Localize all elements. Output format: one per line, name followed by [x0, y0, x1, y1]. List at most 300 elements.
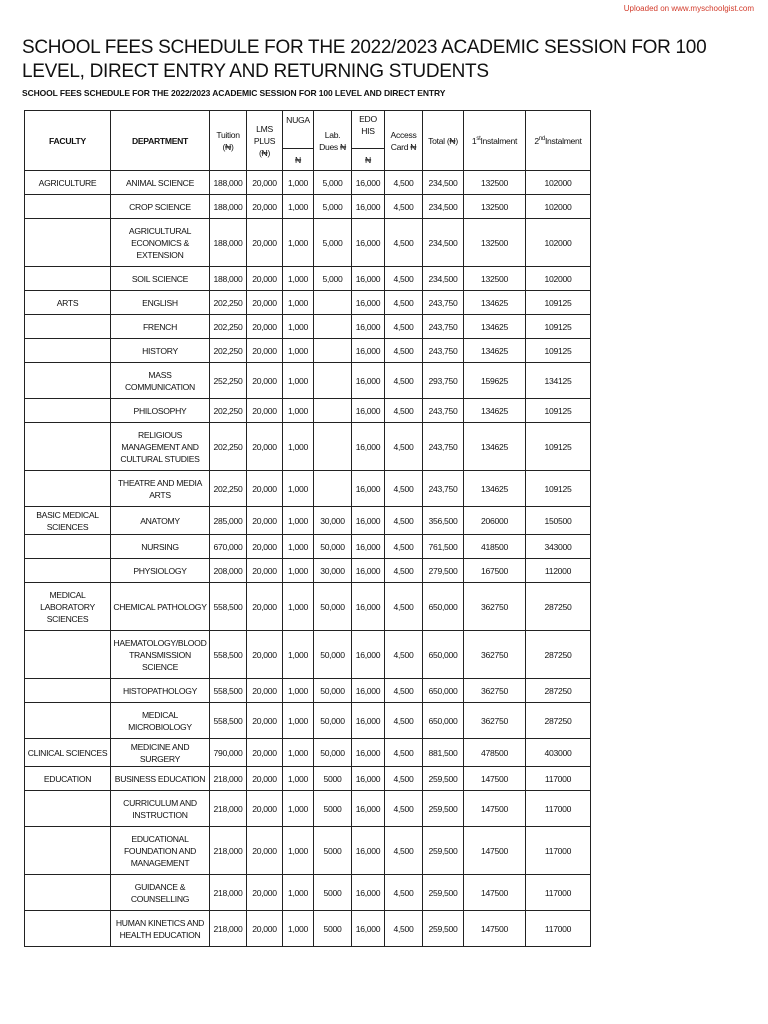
tuition-cell: 218,000 [210, 827, 247, 875]
table-row [25, 471, 591, 507]
fees-table-body [25, 171, 591, 947]
watermark: Uploaded on www.myschoolgist.com [623, 4, 754, 13]
faculty-cell: BASIC MEDICAL SCIENCES [25, 507, 111, 535]
table-row [25, 631, 591, 679]
total-cell: 234,500 [423, 267, 464, 291]
lms-plus-cell: 20,000 [247, 559, 283, 583]
access-card-cell: 4,500 [385, 827, 423, 875]
header-edo-unit: ₦ [352, 149, 385, 171]
first-instalment-cell: 147500 [464, 767, 526, 791]
access-card-cell: 4,500 [385, 911, 423, 947]
total-cell: 650,000 [423, 703, 464, 739]
tuition-cell: 202,250 [210, 339, 247, 363]
lab-dues-cell: 50,000 [314, 583, 352, 631]
nuga-cell: 1,000 [283, 399, 314, 423]
second-instalment-cell: 102000 [526, 171, 591, 195]
access-card-cell: 4,500 [385, 171, 423, 195]
header-faculty: FACULTY [25, 111, 111, 171]
header-nuga-unit: ₦ [283, 149, 314, 171]
tuition-cell: 202,250 [210, 315, 247, 339]
department-cell: AGRICULTURAL ECONOMICS & EXTENSION [111, 219, 210, 267]
edo-his-cell: 16,000 [352, 171, 385, 195]
lms-plus-cell: 20,000 [247, 535, 283, 559]
access-card-cell: 4,500 [385, 507, 423, 535]
access-card-cell: 4,500 [385, 471, 423, 507]
edo-his-cell: 16,000 [352, 219, 385, 267]
second-instalment-cell: 109125 [526, 423, 591, 471]
total-cell: 234,500 [423, 195, 464, 219]
first-instalment-cell: 147500 [464, 827, 526, 875]
faculty-cell [25, 219, 111, 267]
lms-plus-cell: 20,000 [247, 399, 283, 423]
lms-plus-cell: 20,000 [247, 363, 283, 399]
second-instalment-cell: 109125 [526, 291, 591, 315]
access-card-cell: 4,500 [385, 219, 423, 267]
table-row [25, 219, 591, 267]
lms-plus-cell: 20,000 [247, 679, 283, 703]
first-instalment-cell: 362750 [464, 583, 526, 631]
tuition-cell: 202,250 [210, 423, 247, 471]
faculty-cell [25, 679, 111, 703]
lab-dues-cell: 50,000 [314, 535, 352, 559]
tuition-cell: 285,000 [210, 507, 247, 535]
header-lab-dues: Lab. Dues ₦ [314, 111, 352, 171]
second-instalment-cell: 287250 [526, 583, 591, 631]
access-card-cell: 4,500 [385, 315, 423, 339]
lms-plus-cell: 20,000 [247, 875, 283, 911]
lms-plus-cell: 20,000 [247, 703, 283, 739]
nuga-cell: 1,000 [283, 739, 314, 767]
total-cell: 279,500 [423, 559, 464, 583]
edo-his-cell: 16,000 [352, 315, 385, 339]
access-card-cell: 4,500 [385, 739, 423, 767]
lab-dues-cell: 5,000 [314, 267, 352, 291]
tuition-cell: 218,000 [210, 911, 247, 947]
header-nuga: NUGA [283, 111, 314, 149]
access-card-cell: 4,500 [385, 583, 423, 631]
total-cell: 293,750 [423, 363, 464, 399]
faculty-cell: ARTS [25, 291, 111, 315]
table-row [25, 827, 591, 875]
total-cell: 356,500 [423, 507, 464, 535]
table-row [25, 267, 591, 291]
total-cell: 259,500 [423, 791, 464, 827]
table-row [25, 423, 591, 471]
access-card-cell: 4,500 [385, 875, 423, 911]
edo-his-cell: 16,000 [352, 631, 385, 679]
table-row [25, 195, 591, 219]
department-cell: ENGLISH [111, 291, 210, 315]
department-cell: CHEMICAL PATHOLOGY [111, 583, 210, 631]
total-cell: 243,750 [423, 315, 464, 339]
table-row [25, 679, 591, 703]
lab-dues-cell: 5000 [314, 827, 352, 875]
lms-plus-cell: 20,000 [247, 339, 283, 363]
second-instalment-cell: 109125 [526, 399, 591, 423]
total-cell: 761,500 [423, 535, 464, 559]
access-card-cell: 4,500 [385, 535, 423, 559]
edo-his-cell: 16,000 [352, 399, 385, 423]
tuition-cell: 202,250 [210, 291, 247, 315]
total-cell: 259,500 [423, 827, 464, 875]
department-cell: MASS COMMUNICATION [111, 363, 210, 399]
nuga-cell: 1,000 [283, 559, 314, 583]
department-cell: THEATRE AND MEDIA ARTS [111, 471, 210, 507]
table-row [25, 339, 591, 363]
lab-dues-cell [314, 363, 352, 399]
department-cell: ANATOMY [111, 507, 210, 535]
table-row [25, 703, 591, 739]
second-instalment-cell: 117000 [526, 911, 591, 947]
tuition-cell: 188,000 [210, 171, 247, 195]
nuga-cell: 1,000 [283, 767, 314, 791]
nuga-cell: 1,000 [283, 339, 314, 363]
nuga-cell: 1,000 [283, 363, 314, 399]
nuga-cell: 1,000 [283, 583, 314, 631]
table-row [25, 507, 591, 535]
faculty-cell: MEDICAL LABORATORY SCIENCES [25, 583, 111, 631]
lab-dues-cell [314, 423, 352, 471]
table-row [25, 875, 591, 911]
first-instalment-cell: 362750 [464, 631, 526, 679]
edo-his-cell: 16,000 [352, 703, 385, 739]
table-row [25, 911, 591, 947]
department-cell: PHILOSOPHY [111, 399, 210, 423]
lab-dues-cell: 50,000 [314, 679, 352, 703]
nuga-cell: 1,000 [283, 423, 314, 471]
total-cell: 243,750 [423, 423, 464, 471]
department-cell: MEDICINE AND SURGERY [111, 739, 210, 767]
second-instalment-cell: 109125 [526, 315, 591, 339]
faculty-cell [25, 471, 111, 507]
lab-dues-cell: 5000 [314, 767, 352, 791]
lab-dues-cell [314, 315, 352, 339]
department-cell: HISTORY [111, 339, 210, 363]
department-cell: RELIGIOUS MANAGEMENT AND CULTURAL STUDIES [111, 423, 210, 471]
lab-dues-cell: 50,000 [314, 739, 352, 767]
edo-his-cell: 16,000 [352, 535, 385, 559]
lms-plus-cell: 20,000 [247, 315, 283, 339]
lms-plus-cell: 20,000 [247, 739, 283, 767]
tuition-cell: 558,500 [210, 631, 247, 679]
first-instalment-cell: 167500 [464, 559, 526, 583]
second-instalment-cell: 102000 [526, 219, 591, 267]
faculty-cell [25, 315, 111, 339]
faculty-cell [25, 423, 111, 471]
department-cell: PHYSIOLOGY [111, 559, 210, 583]
first-instalment-cell: 147500 [464, 791, 526, 827]
tuition-cell: 252,250 [210, 363, 247, 399]
access-card-cell: 4,500 [385, 767, 423, 791]
access-card-cell: 4,500 [385, 399, 423, 423]
table-row [25, 559, 591, 583]
total-cell: 234,500 [423, 171, 464, 195]
lab-dues-cell: 5000 [314, 791, 352, 827]
department-cell: MEDICAL MICROBIOLOGY [111, 703, 210, 739]
lab-dues-cell: 5,000 [314, 219, 352, 267]
second-instalment-cell: 112000 [526, 559, 591, 583]
tuition-cell: 202,250 [210, 399, 247, 423]
edo-his-cell: 16,000 [352, 583, 385, 631]
nuga-cell: 1,000 [283, 219, 314, 267]
faculty-cell: EDUCATION [25, 767, 111, 791]
nuga-cell: 1,000 [283, 679, 314, 703]
tuition-cell: 558,500 [210, 679, 247, 703]
total-cell: 243,750 [423, 471, 464, 507]
lms-plus-cell: 20,000 [247, 791, 283, 827]
access-card-cell: 4,500 [385, 679, 423, 703]
lms-plus-cell: 20,000 [247, 631, 283, 679]
total-cell: 259,500 [423, 767, 464, 791]
lms-plus-cell: 20,000 [247, 767, 283, 791]
header-access-card: Access Card ₦ [385, 111, 423, 171]
nuga-cell: 1,000 [283, 631, 314, 679]
fees-table [24, 110, 591, 947]
faculty-cell [25, 399, 111, 423]
nuga-cell: 1,000 [283, 195, 314, 219]
department-cell: BUSINESS EDUCATION [111, 767, 210, 791]
second-instalment-cell: 343000 [526, 535, 591, 559]
department-cell: CURRICULUM AND INSTRUCTION [111, 791, 210, 827]
nuga-cell: 1,000 [283, 291, 314, 315]
department-cell: HUMAN KINETICS AND HEALTH EDUCATION [111, 911, 210, 947]
second-instalment-cell: 109125 [526, 471, 591, 507]
lms-plus-cell: 20,000 [247, 911, 283, 947]
second-instalment-cell: 117000 [526, 791, 591, 827]
department-cell: GUIDANCE & COUNSELLING [111, 875, 210, 911]
access-card-cell: 4,500 [385, 559, 423, 583]
total-cell: 650,000 [423, 679, 464, 703]
lms-plus-cell: 20,000 [247, 219, 283, 267]
table-row [25, 171, 591, 195]
edo-his-cell: 16,000 [352, 267, 385, 291]
total-cell: 881,500 [423, 739, 464, 767]
lms-plus-cell: 20,000 [247, 583, 283, 631]
first-instalment-cell: 362750 [464, 679, 526, 703]
first-instalment-cell: 132500 [464, 195, 526, 219]
header-first-instalment: 1stInstalment [464, 111, 526, 171]
lms-plus-cell: 20,000 [247, 507, 283, 535]
faculty-cell [25, 827, 111, 875]
faculty-cell [25, 875, 111, 911]
second-instalment-cell: 102000 [526, 267, 591, 291]
second-instalment-cell: 102000 [526, 195, 591, 219]
edo-his-cell: 16,000 [352, 559, 385, 583]
lms-plus-cell: 20,000 [247, 195, 283, 219]
second-instalment-cell: 109125 [526, 339, 591, 363]
faculty-cell [25, 703, 111, 739]
header-edo-his: EDO HIS [352, 111, 385, 149]
total-cell: 243,750 [423, 399, 464, 423]
access-card-cell: 4,500 [385, 339, 423, 363]
faculty-cell [25, 535, 111, 559]
faculty-cell [25, 559, 111, 583]
nuga-cell: 1,000 [283, 911, 314, 947]
lab-dues-cell: 30,000 [314, 559, 352, 583]
edo-his-cell: 16,000 [352, 423, 385, 471]
faculty-cell [25, 195, 111, 219]
second-instalment-cell: 117000 [526, 767, 591, 791]
edo-his-cell: 16,000 [352, 471, 385, 507]
lab-dues-cell [314, 471, 352, 507]
access-card-cell: 4,500 [385, 267, 423, 291]
table-row [25, 739, 591, 767]
faculty-cell [25, 791, 111, 827]
nuga-cell: 1,000 [283, 315, 314, 339]
nuga-cell: 1,000 [283, 827, 314, 875]
edo-his-cell: 16,000 [352, 827, 385, 875]
lab-dues-cell: 5000 [314, 875, 352, 911]
lab-dues-cell [314, 291, 352, 315]
faculty-cell [25, 339, 111, 363]
access-card-cell: 4,500 [385, 195, 423, 219]
access-card-cell: 4,500 [385, 791, 423, 827]
second-instalment-cell: 117000 [526, 875, 591, 911]
lms-plus-cell: 20,000 [247, 171, 283, 195]
total-cell: 234,500 [423, 219, 464, 267]
table-row [25, 767, 591, 791]
tuition-cell: 202,250 [210, 471, 247, 507]
header-lms-plus: LMS PLUS (₦) [247, 111, 283, 171]
header-second-instalment: 2ndInstalment [526, 111, 591, 171]
lab-dues-cell: 50,000 [314, 631, 352, 679]
edo-his-cell: 16,000 [352, 791, 385, 827]
tuition-cell: 218,000 [210, 767, 247, 791]
lab-dues-cell [314, 339, 352, 363]
tuition-cell: 790,000 [210, 739, 247, 767]
first-instalment-cell: 134625 [464, 471, 526, 507]
edo-his-cell: 16,000 [352, 363, 385, 399]
second-instalment-cell: 134125 [526, 363, 591, 399]
tuition-cell: 558,500 [210, 703, 247, 739]
nuga-cell: 1,000 [283, 267, 314, 291]
total-cell: 650,000 [423, 583, 464, 631]
first-instalment-cell: 132500 [464, 219, 526, 267]
nuga-cell: 1,000 [283, 535, 314, 559]
nuga-cell: 1,000 [283, 703, 314, 739]
tuition-cell: 670,000 [210, 535, 247, 559]
second-instalment-cell: 287250 [526, 631, 591, 679]
nuga-cell: 1,000 [283, 171, 314, 195]
nuga-cell: 1,000 [283, 791, 314, 827]
first-instalment-cell: 362750 [464, 703, 526, 739]
second-instalment-cell: 403000 [526, 739, 591, 767]
lab-dues-cell [314, 399, 352, 423]
lab-dues-cell: 5,000 [314, 195, 352, 219]
faculty-cell [25, 267, 111, 291]
edo-his-cell: 16,000 [352, 767, 385, 791]
first-instalment-cell: 132500 [464, 267, 526, 291]
lms-plus-cell: 20,000 [247, 827, 283, 875]
first-instalment-cell: 134625 [464, 399, 526, 423]
lms-plus-cell: 20,000 [247, 291, 283, 315]
faculty-cell [25, 911, 111, 947]
table-row [25, 535, 591, 559]
lms-plus-cell: 20,000 [247, 471, 283, 507]
access-card-cell: 4,500 [385, 291, 423, 315]
nuga-cell: 1,000 [283, 875, 314, 911]
faculty-cell: CLINICAL SCIENCES [25, 739, 111, 767]
total-cell: 243,750 [423, 339, 464, 363]
nuga-cell: 1,000 [283, 507, 314, 535]
access-card-cell: 4,500 [385, 423, 423, 471]
header-total: Total (₦) [423, 111, 464, 171]
second-instalment-cell: 287250 [526, 703, 591, 739]
total-cell: 650,000 [423, 631, 464, 679]
faculty-cell: AGRICULTURE [25, 171, 111, 195]
first-instalment-cell: 134625 [464, 339, 526, 363]
edo-his-cell: 16,000 [352, 679, 385, 703]
department-cell: ANIMAL SCIENCE [111, 171, 210, 195]
second-instalment-cell: 117000 [526, 827, 591, 875]
department-cell: FRENCH [111, 315, 210, 339]
first-instalment-cell: 147500 [464, 911, 526, 947]
total-cell: 243,750 [423, 291, 464, 315]
nuga-cell: 1,000 [283, 471, 314, 507]
access-card-cell: 4,500 [385, 363, 423, 399]
total-cell: 259,500 [423, 911, 464, 947]
edo-his-cell: 16,000 [352, 195, 385, 219]
first-instalment-cell: 147500 [464, 875, 526, 911]
department-cell: HAEMATOLOGY/BLOOD TRANSMISSION SCIENCE [111, 631, 210, 679]
first-instalment-cell: 159625 [464, 363, 526, 399]
faculty-cell [25, 631, 111, 679]
total-cell: 259,500 [423, 875, 464, 911]
lab-dues-cell: 30,000 [314, 507, 352, 535]
department-cell: SOIL SCIENCE [111, 267, 210, 291]
page-title: SCHOOL FEES SCHEDULE FOR THE 2022/2023 ACADEMIC SESSION FOR 100 LEVEL, DIRECT ENTRY AND RETURNING STUDENTS [22, 37, 707, 82]
first-instalment-cell: 206000 [464, 507, 526, 535]
faculty-cell [25, 363, 111, 399]
edo-his-cell: 16,000 [352, 291, 385, 315]
first-instalment-cell: 478500 [464, 739, 526, 767]
second-instalment-cell: 150500 [526, 507, 591, 535]
lab-dues-cell: 5,000 [314, 171, 352, 195]
header-tuition: Tuition (₦) [210, 111, 247, 171]
table-row [25, 363, 591, 399]
department-cell: HISTOPATHOLOGY [111, 679, 210, 703]
table-row [25, 583, 591, 631]
header-department: DEPARTMENT [111, 111, 210, 171]
department-cell: CROP SCIENCE [111, 195, 210, 219]
edo-his-cell: 16,000 [352, 739, 385, 767]
page-subtitle: SCHOOL FEES SCHEDULE FOR THE 2022/2023 ACADEMIC SESSION FOR 100 LEVEL AND DIRECT ENTRY [22, 88, 446, 98]
edo-his-cell: 16,000 [352, 875, 385, 911]
lab-dues-cell: 5000 [314, 911, 352, 947]
tuition-cell: 218,000 [210, 875, 247, 911]
first-instalment-cell: 134625 [464, 291, 526, 315]
lab-dues-cell: 50,000 [314, 703, 352, 739]
access-card-cell: 4,500 [385, 631, 423, 679]
lms-plus-cell: 20,000 [247, 423, 283, 471]
access-card-cell: 4,500 [385, 703, 423, 739]
tuition-cell: 188,000 [210, 267, 247, 291]
table-row [25, 291, 591, 315]
tuition-cell: 188,000 [210, 195, 247, 219]
tuition-cell: 188,000 [210, 219, 247, 267]
edo-his-cell: 16,000 [352, 911, 385, 947]
first-instalment-cell: 134625 [464, 315, 526, 339]
first-instalment-cell: 132500 [464, 171, 526, 195]
department-cell: EDUCATIONAL FOUNDATION AND MANAGEMENT [111, 827, 210, 875]
table-row [25, 791, 591, 827]
tuition-cell: 208,000 [210, 559, 247, 583]
department-cell: NURSING [111, 535, 210, 559]
second-instalment-cell: 287250 [526, 679, 591, 703]
first-instalment-cell: 418500 [464, 535, 526, 559]
first-instalment-cell: 134625 [464, 423, 526, 471]
table-row [25, 315, 591, 339]
